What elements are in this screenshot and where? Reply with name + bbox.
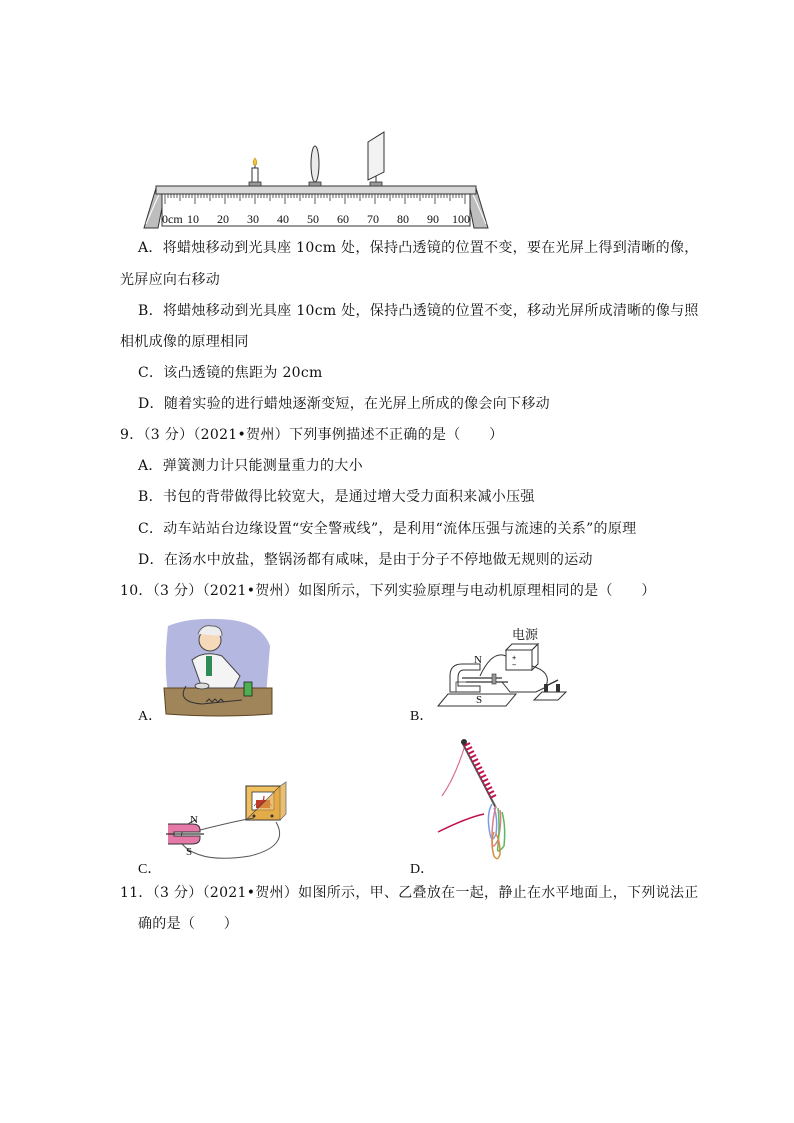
q8-option-c: C．该凸透镜的焦距为 20cm — [138, 365, 323, 381]
ruler-tick-label: 80 — [397, 212, 409, 226]
q9-option-a: A．弹簧测力计只能测量重力的大小 — [138, 458, 363, 474]
q10-stem: 10．（3 分）（2021•贺州）如图所示，下列实验原理与电动机原理相同的是（ ） — [120, 583, 656, 599]
figure-c-north-label: N — [190, 814, 198, 826]
q11-stem-line1: 11．（3 分）（2021•贺州）如图所示，甲、乙叠放在一起，静止在水平地面上，下列说法正 — [120, 885, 699, 901]
figure-a-label: A． — [138, 709, 163, 724]
q8-option-b-line2: 相机成像的原理相同 — [120, 334, 249, 350]
ruler-tick-label: 50 — [307, 212, 319, 226]
q8-option-a-line2: 光屏应向右移动 — [120, 272, 221, 288]
figure-c-label: C． — [138, 862, 162, 877]
ruler-tick-label: 30 — [247, 212, 259, 226]
ruler-tick-label: 40 — [277, 212, 289, 226]
q9-option-d: D．在汤水中放盐，整锅汤都有咸味，是由于分子不停地做无规则的运动 — [138, 552, 593, 568]
svg-text:+: + — [512, 654, 517, 662]
ruler-tick-label: 90 — [427, 212, 439, 226]
figure-a-oersted-experiment — [162, 616, 274, 718]
figure-b-south-label: S — [476, 694, 483, 706]
ruler-tick-label: 0cm — [162, 212, 183, 226]
ruler-scale — [158, 213, 478, 227]
ruler-tick-label: 20 — [217, 212, 229, 226]
q9-option-b: B．书包的背带做得比较宽大，是通过增大受力面积来减小压强 — [138, 489, 535, 505]
figure-b-motor-experiment — [436, 620, 572, 716]
power-supply-label: 电源 — [512, 628, 539, 643]
ruler-tick-label: 60 — [337, 212, 349, 226]
ruler-tick-label: 100 — [452, 212, 470, 226]
q11-stem-line2: 确的是（ ） — [138, 916, 239, 932]
svg-text:−: − — [512, 661, 517, 669]
figure-b-north-label: N — [474, 654, 482, 666]
q9-option-c: C．动车站站台边缘设置“安全警戒线”，是利用“流体压强与流速的关系”的原理 — [138, 521, 637, 537]
figure-c-induction-experiment — [160, 774, 310, 866]
q8-option-b-line1: B．将蜡烛移动到光具座 10cm 处，保持凸透镜的位置不变，移动光屏所成清晰的像与照 — [138, 303, 699, 319]
q9-stem: 9．（3 分）（2021•贺州）下列事例描述不正确的是（ ） — [120, 427, 504, 443]
ruler-tick-label: 10 — [187, 212, 199, 226]
figure-d-electromagnet — [436, 736, 516, 866]
q8-option-a-line1: A．将蜡烛移动到光具座 10cm 处，保持凸透镜的位置不变，要在光屏上得到清晰的像， — [138, 240, 699, 256]
figure-c-south-label: S — [186, 846, 193, 858]
q8-option-d: D．随着实验的进行蜡烛逐渐变短，在光屏上所成的像会向下移动 — [138, 396, 550, 412]
figure-b-label: B． — [410, 709, 434, 724]
figure-d-label: D． — [410, 862, 435, 877]
ruler-tick-label: 70 — [367, 212, 379, 226]
